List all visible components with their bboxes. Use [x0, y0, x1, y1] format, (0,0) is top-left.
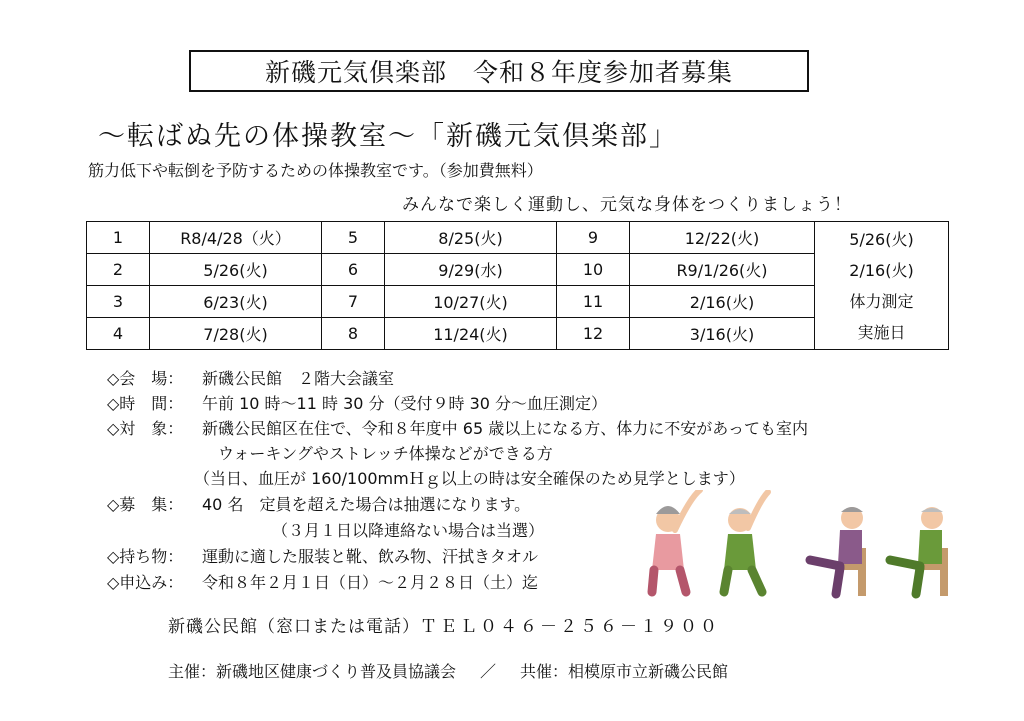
sponsor-separator: ／ — [480, 662, 497, 681]
bring-label: ◇持ち物： — [107, 547, 184, 566]
session-number: 4 — [87, 318, 150, 350]
session-number: 10 — [557, 254, 630, 286]
fitness-test-label: 実施日 — [857, 322, 906, 342]
slogan-text: みんなで楽しく運動し、元気な身体をつくりましょう！ — [402, 195, 852, 215]
subtitle: ～転ばぬ先の体操教室～「新磯元気倶楽部」 — [98, 121, 678, 152]
fitness-test-note — [815, 222, 949, 350]
co-organizer-text: 共催：相模原市立新磯公民館 — [520, 662, 729, 681]
target-info-line2: ウォーキングやストレッチ体操などができる方 — [218, 444, 553, 463]
session-date: 3/16(火) — [630, 318, 815, 350]
session-date: 2/16(火) — [630, 286, 815, 318]
schedule-table — [86, 221, 949, 350]
recruit-info — [107, 492, 530, 515]
stretching-woman-figure — [652, 490, 700, 592]
session-number: 2 — [87, 254, 150, 286]
bring-info — [107, 544, 538, 567]
session-number: 1 — [87, 222, 150, 254]
page-title: 新磯元気倶楽部 令和８年度参加者募集 — [189, 50, 809, 92]
session-number: 12 — [557, 318, 630, 350]
session-number: 9 — [557, 222, 630, 254]
blood-pressure-note: （当日、血圧が 160/100mmＨｇ以上の時は安全確保のため見学とします） — [194, 469, 745, 488]
session-number: 6 — [322, 254, 385, 286]
venue-info — [107, 366, 394, 389]
session-number: 3 — [87, 286, 150, 318]
fitness-test-date: 5/26(火) — [849, 229, 914, 249]
session-number: 7 — [322, 286, 385, 318]
target-value: 新磯公民館区在住で、令和８年度中 65 歳以上になる方、体力に不安があっても室内 — [202, 419, 809, 438]
contact-phone: ＴＥＬ０４６－２５６－１９００ — [420, 617, 720, 637]
recruit-value: 40 名 定員を超えた場合は抽選になります。 — [202, 495, 531, 514]
session-date: 6/23(火) — [150, 286, 322, 318]
organizer-text: 主催：新磯地区健康づくり普及員協議会 — [168, 662, 457, 681]
exercise-illustration — [640, 490, 960, 600]
fitness-test-label: 体力測定 — [849, 291, 914, 311]
apply-info — [107, 570, 538, 593]
session-date: R8/4/28（火） — [150, 222, 322, 254]
apply-value: 令和８年２月１日（日）～２月２８日（土）迄 — [202, 573, 539, 592]
time-label: ◇時 間： — [107, 394, 184, 413]
session-date: 9/29(水) — [385, 254, 557, 286]
contact-place: 新磯公民館（窓口または電話） — [168, 617, 420, 637]
session-number: 11 — [557, 286, 630, 318]
session-date: 5/26(火) — [150, 254, 322, 286]
session-date: 11/24(火) — [385, 318, 557, 350]
fitness-test-date: 2/16(火) — [849, 260, 914, 280]
session-number: 5 — [322, 222, 385, 254]
session-date: 8/25(火) — [385, 222, 557, 254]
session-date: 12/22(火) — [630, 222, 815, 254]
lottery-note: （３月１日以降連絡ない場合は当選） — [272, 521, 545, 540]
seated-man-figure — [890, 507, 948, 596]
time-value: 午前 10 時～11 時 30 分（受付９時 30 分～血圧測定） — [202, 394, 608, 413]
session-date: 7/28(火) — [150, 318, 322, 350]
recruit-label: ◇募 集： — [107, 495, 184, 514]
intro-text: 筋力低下や転倒を予防するための体操教室です。（参加費無料） — [88, 161, 543, 180]
target-info — [107, 416, 808, 439]
time-info — [107, 391, 607, 414]
apply-label: ◇申込み： — [107, 573, 184, 592]
venue-value: 新磯公民館 ２階大会議室 — [202, 369, 395, 388]
table-row — [87, 222, 949, 254]
venue-label: ◇会 場： — [107, 369, 184, 388]
stretching-man-figure — [724, 492, 768, 592]
session-date: R9/1/26(火) — [630, 254, 815, 286]
session-number: 8 — [322, 318, 385, 350]
bring-value: 運動に適した服装と靴、飲み物、汗拭きタオル — [202, 547, 539, 566]
session-date: 10/27(火) — [385, 286, 557, 318]
sponsor-info — [168, 659, 728, 682]
contact-info — [168, 612, 720, 637]
target-label: ◇対 象： — [107, 419, 184, 438]
seated-woman-figure — [810, 507, 866, 596]
